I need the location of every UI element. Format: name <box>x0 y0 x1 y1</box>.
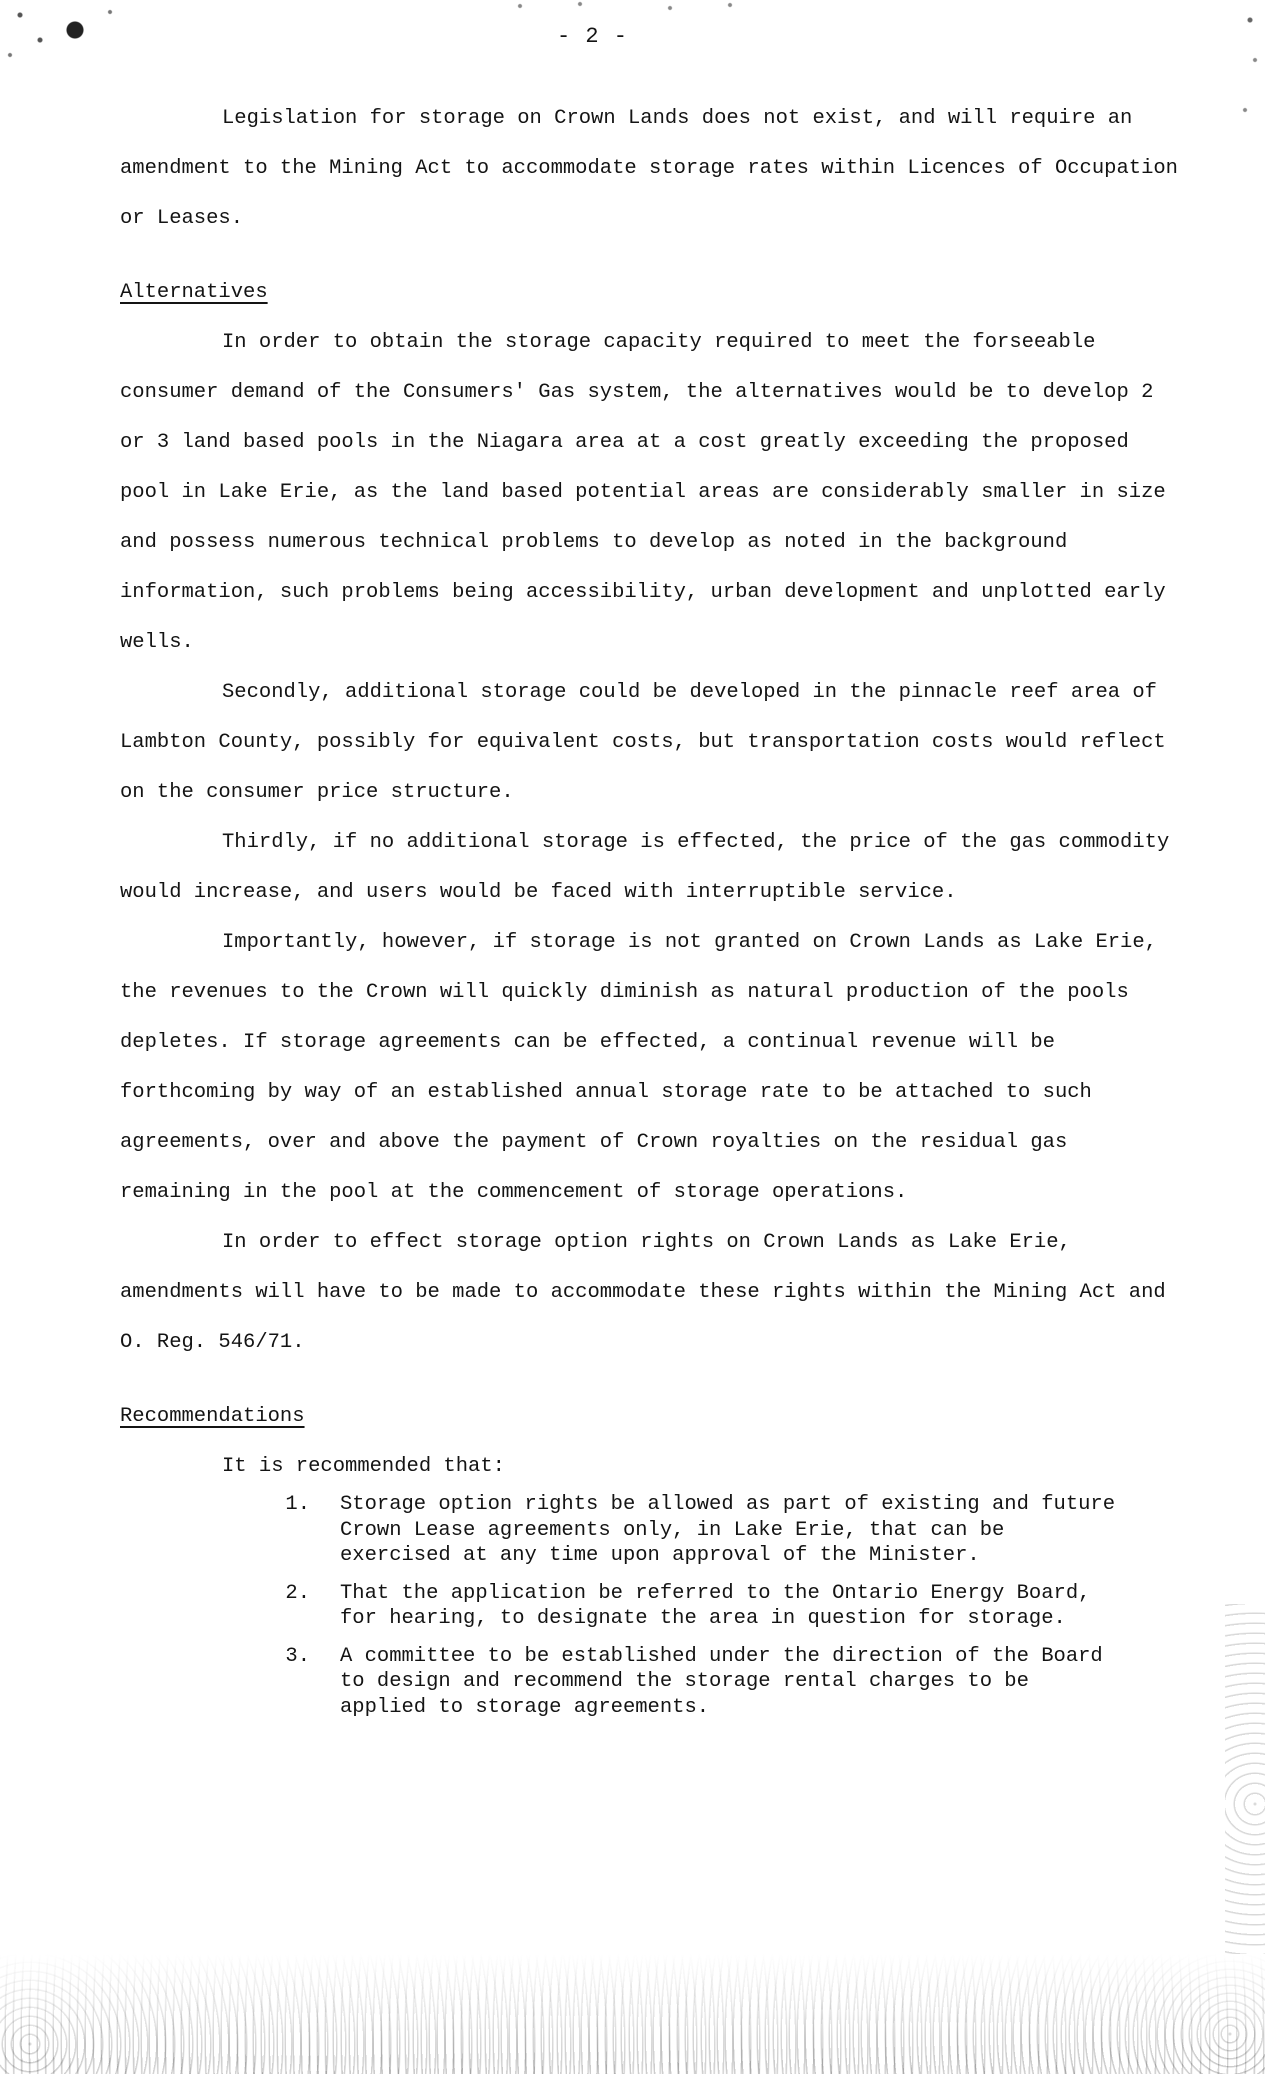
recommendations-heading: Recommendations <box>120 1405 305 1428</box>
scan-speckle-top-right <box>1205 0 1265 140</box>
scan-speckle-bottom <box>0 1954 1265 2074</box>
recommendations-lead: It is recommended that: <box>222 1455 505 1478</box>
alternatives-paragraph: Thirdly, if no additional storage is effected, the price of the gas commodity would increase, and users would be faced with interruptible service. <box>120 831 1170 904</box>
recommendations-list <box>120 1492 1180 1720</box>
recommendation-text: A committee to be established under the direction of the Board to design and recommend the storage rental charges to be applied to storage agreements. <box>340 1644 1103 1719</box>
page-number: - 2 - <box>556 24 628 49</box>
recommendation-text: Storage option rights be allowed as part of existing and future Crown Lease agreements only, in Lake Erie, that can be exercised at any time upon approval of the Minister. <box>340 1493 1116 1567</box>
recommendation-text: That the application be referred to the Ontario Energy Board, for hearing, to designate the area in question for storage. <box>340 1581 1091 1630</box>
recommendation-number: 2. <box>285 1581 310 1605</box>
recommendation-item <box>120 1581 1180 1632</box>
alternatives-paragraph: Importantly, however, if storage is not granted on Crown Lands as Lake Erie, the revenues to the Crown will quickly diminish as natural production of the pools depletes. If storage agreements can be effected, a continual revenue will be forthcoming by way of an established annual storage rate to be attached to such agreements, over and above the payment of Crown royalties on the residual gas remaining in the pool at the commencement of storage operations. <box>120 931 1157 1204</box>
alternatives-paragraph: In order to obtain the storage capacity required to meet the forseeable consumer demand of the Consumers' Gas system, the alternatives would be to develop 2 or 3 land based pools in the Niagara area at a cost greatly exceeding the proposed pool in Lake Erie, as the land based potential areas are considerably smaller in size and possess numerous technical problems to develop as noted in the background information, such problems being accessibility, urban development and unplotted early wells. <box>120 331 1166 654</box>
section-gap <box>120 244 1180 268</box>
recommendation-item <box>120 1492 1180 1569</box>
scan-speckle-right <box>1225 1604 1265 1954</box>
alternatives-paragraph: In order to effect storage option rights on Crown Lands as Lake Erie, amendments will have to be made to accommodate these rights within the Mining Act and O. Reg. 546/71. <box>120 1231 1166 1354</box>
recommendation-number: 3. <box>285 1644 310 1668</box>
alternatives-paragraph: Secondly, additional storage could be developed in the pinnacle reef area of Lambton County, possibly for equivalent costs, but transportation costs would reflect on the consumer price structure. <box>120 681 1166 804</box>
alternatives-heading: Alternatives <box>120 281 268 304</box>
recommendation-item <box>120 1644 1180 1721</box>
scan-speckle-top <box>500 0 750 18</box>
intro-paragraph: Legislation for storage on Crown Lands does not exist, and will require an amendment to the Mining Act to accommodate storage rates within Licences of Occupation or Leases. <box>120 107 1178 230</box>
recommendation-number: 1. <box>285 1493 310 1516</box>
section-gap <box>120 1368 1180 1392</box>
document-body <box>120 94 1180 1732</box>
